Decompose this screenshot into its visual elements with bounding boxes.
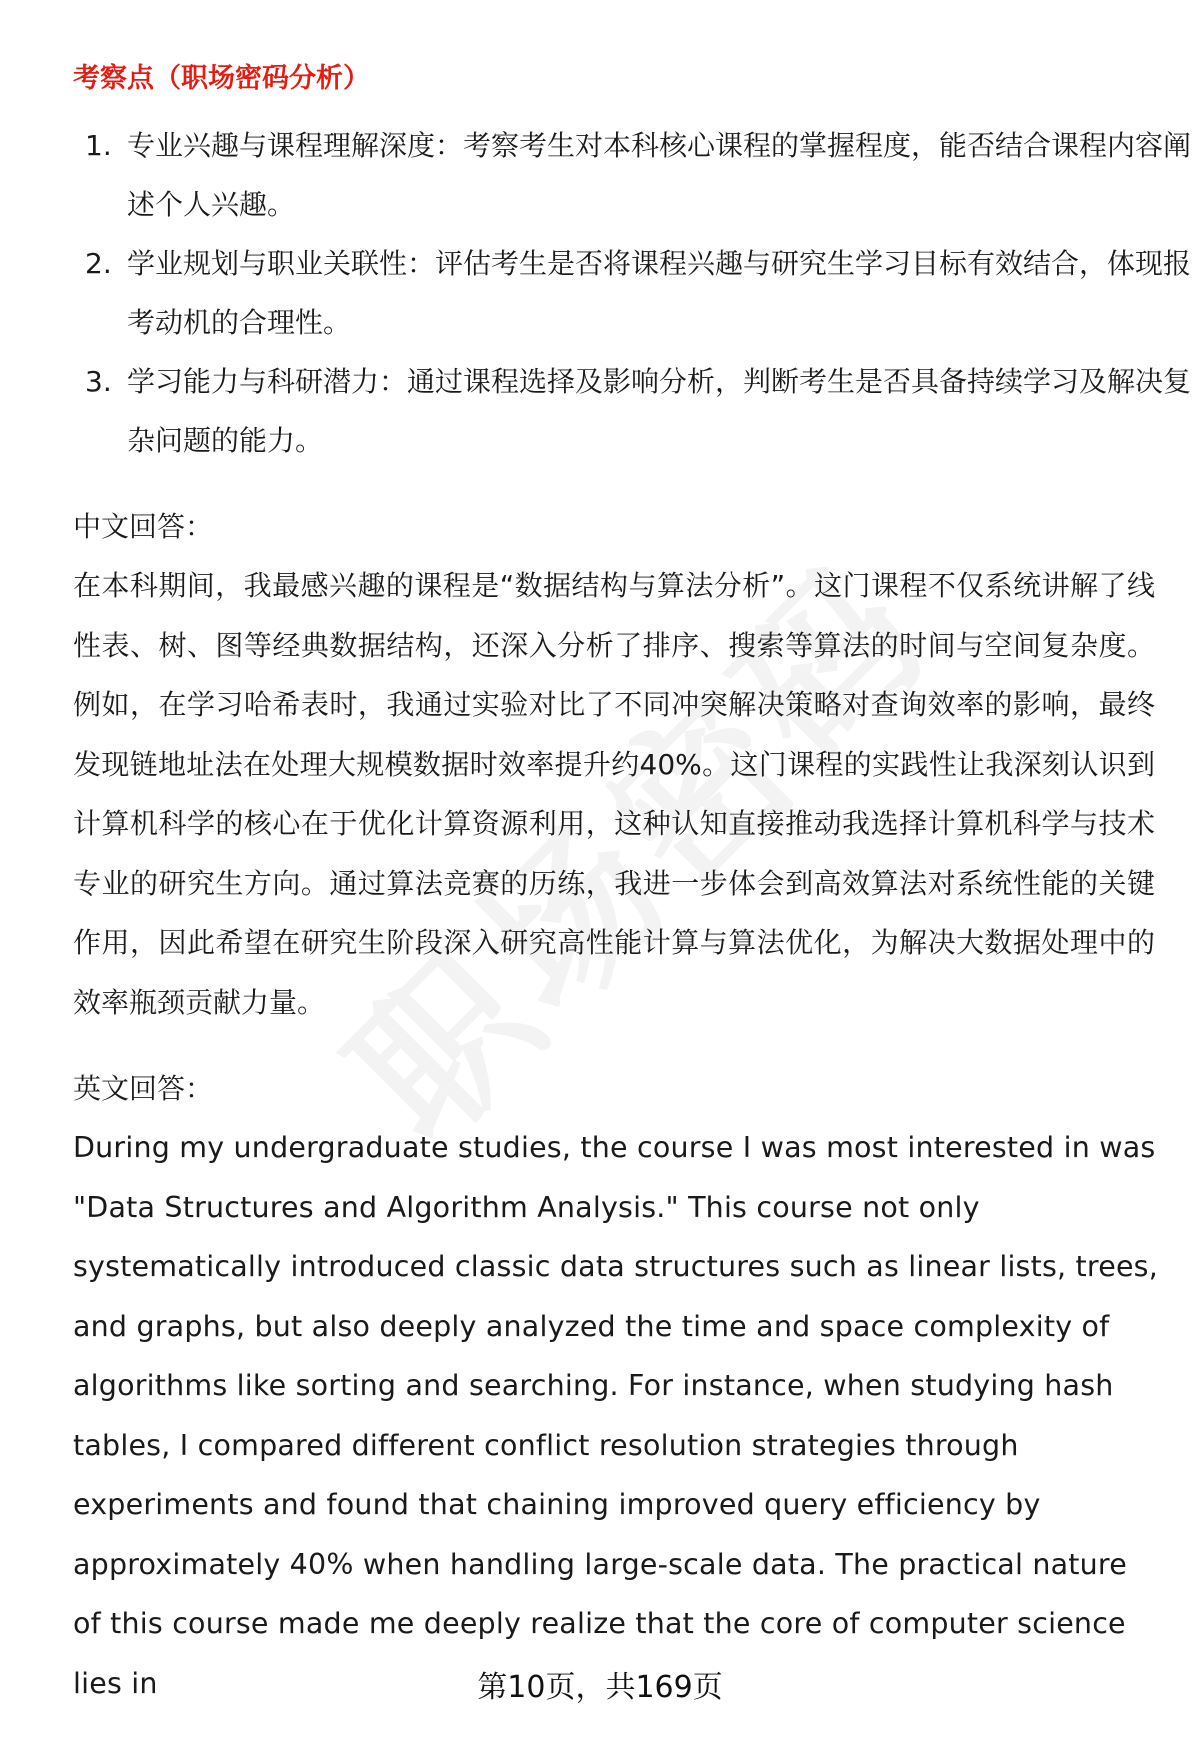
assessment-points-list — [73, 116, 1192, 470]
list-item — [73, 116, 1200, 234]
list-item-text: 学习能力与科研潜力：通过课程选择及影响分析，判断考生是否具备持续学习及解决复杂问题的能力。 — [127, 365, 1192, 457]
chinese-answer-label: 中文回答： — [73, 510, 214, 543]
list-item — [73, 234, 1200, 352]
list-item — [73, 352, 1200, 470]
document-page — [73, 56, 1192, 1713]
english-answer-label: 英文回答： — [73, 1072, 214, 1105]
chinese-answer-text: 在本科期间，我最感兴趣的课程是“数据结构与算法分析”。这门课程不仅系统讲解了线性表、树、图等经典数据结构，还深入分析了排序、搜索等算法的时间与空间复杂度。例如，在学习哈希表时，我通过实验对比了不同冲突解决策略对查询效率的影响，最终发现链地址法在处理大规模数据时效率提升约40%。这门课程的实践性让我深刻认识到计算机科学的核心在于优化计算资源利用，这种认知直接推动我选择计算机科学与技术专业的研究生方向。通过算法竞赛的历练，我进一步体会到高效算法对系统性能的关键作用，因此希望在研究生阶段深入研究高性能计算与算法优化，为解决大数据处理中的效率瓶颈贡献力量。 — [73, 569, 1155, 1019]
section-title: 考察点（职场密码分析） — [73, 63, 370, 94]
list-number: 2. — [85, 247, 112, 280]
page-number: 第10页，共169页 — [477, 1670, 723, 1705]
list-number: 3. — [85, 365, 112, 398]
english-answer-text: During my undergraduate studies, the course I was most interested in was "Data Structures and Algorithm Analysis." This course not only systematically introduced classic data structures such as linear lists, trees, and graphs, but also deeply analyzed the time and space complexity of algorithms like sorting and searching. For instance, when studying hash tables, I compared different conflict resolution strategies through experiments and found that chaining improved query efficiency by approximately 40% when handling large-scale data. The practical nature of this course made me deeply realize that the core of computer science lies in — [73, 1131, 1158, 1700]
list-number: 1. — [85, 129, 112, 162]
list-item-text: 学业规划与职业关联性：评估考生是否将课程兴趣与研究生学习目标有效结合，体现报考动机的合理性。 — [127, 247, 1192, 339]
list-item-text: 专业兴趣与课程理解深度：考察考生对本科核心课程的掌握程度，能否结合课程内容阐述个人兴趣。 — [127, 129, 1192, 221]
